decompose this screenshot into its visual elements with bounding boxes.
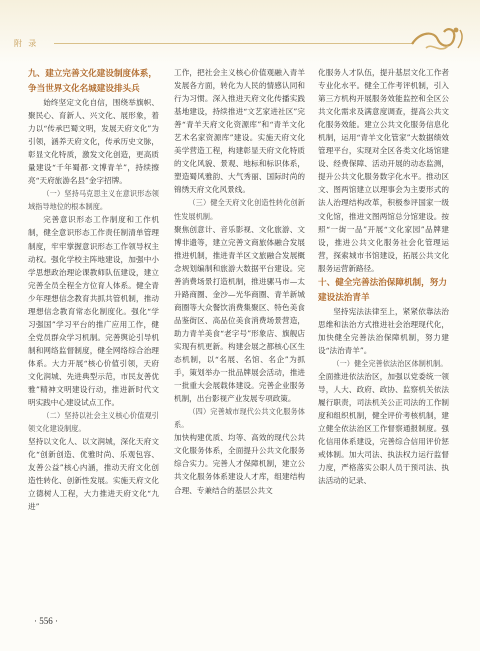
section-heading-10: 十、健全完善法治保障机制，努力建设法治青羊: [318, 276, 447, 302]
subheading: （一）健全完善依法治区体制机制。: [332, 358, 448, 368]
paragraph: 全面推进依法治区，加强以党委统一领导，人大、政府、政协、监察机关依法履行职责，司法机关公正司法的工作制度和组织机制，健全评价考核机制，建立健全依法治区工作督察通报制度。强化信用体系建设，完善综合信用评价惩戒体制。加大司法、执法权力运行监督力度，严格落实公职人员于预司法、执法活动的记录、: [318, 371, 449, 486]
paragraph: 聚焦创意计、音乐影视、文化旅游、文博非遗等，建立完善文商旅体融合发展推进机制，推进青羊区文旅融合发展概念规划编制和旅游大数据平台建设。完善消费场景打造机制，推进骡马市—太升路商圈、金沙—光华商圈、青羊新城商圈等大众餐饮消费集聚区、特色美食品鉴街区、高品位美食消费场景营造，助力青羊美食“老字号”形象店、旗舰店实现有机更新。构建会展之都核心区生态机制，以“名展、名馆、名企”为抓手，策划举办一批品牌展会活动，推进一批重大会展载体建设。完善企业服务机制，出台影视产业发展专项政策。: [174, 224, 305, 404]
swirl-ornament-icon: [408, 18, 466, 58]
subheading: （一）坚持马克思主义在意识形态领域指导地位的根本制度。: [28, 189, 159, 212]
subheading: （二）坚持以社会主义核心价值观引领文化建设制度。: [28, 411, 159, 434]
section-heading-9: 九、建立完善文化建设制度体系，争当世界文化名城建设排头兵: [28, 68, 157, 93]
subheading: （三）健全天府文化创造性转化创新性发展机制。: [174, 198, 305, 221]
paragraph: 工作，把社会主义核心价值观融入青羊发展各方面，转化为人民的情感认同和行为习惯。深入推进天府文化传播实践基地建设，持续推进“文艺家进社区”完善“青羊天府文化资源库”和“青羊文化艺术名家资源库”建设。实施天府文化美学营造工程，构建彰显天府文化特质的文化风貌、景观、地标和标识体系，塑造蜀风雅韵、大气秀丽、国际时尚的锦绣天府文化风景线。: [174, 68, 305, 195]
header-rule: [54, 43, 414, 44]
header-section-label: 附 录: [14, 39, 39, 48]
page-number: · 556 ·: [34, 616, 58, 626]
column-middle: [174, 66, 305, 497]
paragraph: 加快构建优质、均等、高效的现代公共文化服务体系，全面提升公共文化服务综合实力。完善人才保障机制，建立公共文化服务体系建设人才库，组建结构合理、专兼结合的基层公共文: [174, 433, 305, 495]
subheading: （四）完善城市现代公共文化服务体系。: [174, 407, 305, 430]
paragraph: 完善意识形态工作制度和工作机制，健全意识形态工作责任制清单管理制度，牢牢掌握意识形态工作领导权主动权。强化学校主阵地建设，加强中小学思想政治理论课教师队伍建设，建立完善全员全程全方位育人体系。健全青少年理想信念教育共抓共管机制，推动理想信念教育常态化制度化。强化“学习强国”学习平台的推广应用工作，健全党员群众学习机制。完善舆论引导机制和网络监督制度，健全网络综合治理体系。大力开展“核心价值引领，天府文化润城、先进典型示范，市民友善优雅”精神文明建设行动，推进新时代文明实践中心建设试点工作。: [28, 215, 159, 408]
column-left: [28, 66, 159, 514]
paragraph: 始终坚定文化自信，围绕举旗帜、聚民心、育新人、兴文化、展形象，着力以“传承巴蜀文明，发展天府文化”为引领，涵养天府文化，传承历史文脉，彰显文化特质，激发文化创造，更高质量建设“千年蜀都·文博青羊”，持续擦亮“天府旅游名县”金字招牌。: [28, 98, 159, 186]
column-right: [318, 66, 449, 487]
paragraph: 坚持宪法法律至上，紧紧依靠法治思维和法治方式推进社会治理现代化，加快健全完善法治保障机制，努力建设“法治青羊”。: [318, 306, 449, 355]
paragraph: 化服务人才队伍，提升基层文化工作者专业化水平。健全工作考评机制，引入第三方机构开展服务效能监控和全区公共文化需求及满意度调查，提高公共文化服务效能。建立公共文化服务信息化机制，运用“青羊文化管家”大数据绩效管理平台，实现对全区各类文化场馆建设、经费保障、活动开展的动态监测，提升公共文化服务数字化水平。推动区文、图两馆建立以理事会为主要形式的法人治理结构改革，积极参评国家一级文化馆，推进文图两馆总分馆建设。按照“一街一品”开展“文化家园”品牌建设，推进公共文化服务社会化管理运营，探索城市书馆建设，拓展公共文化服务运营新路径。: [318, 68, 449, 273]
paragraph: 坚持以文化人、以文润城，深化天府文化“创新创造、优雅时尚、乐观包容、友善公益”核心内涵，推动天府文化创造性转化、创新性发展。实施天府文化立德树人工程，大力推进天府文化“九进”: [28, 437, 159, 512]
